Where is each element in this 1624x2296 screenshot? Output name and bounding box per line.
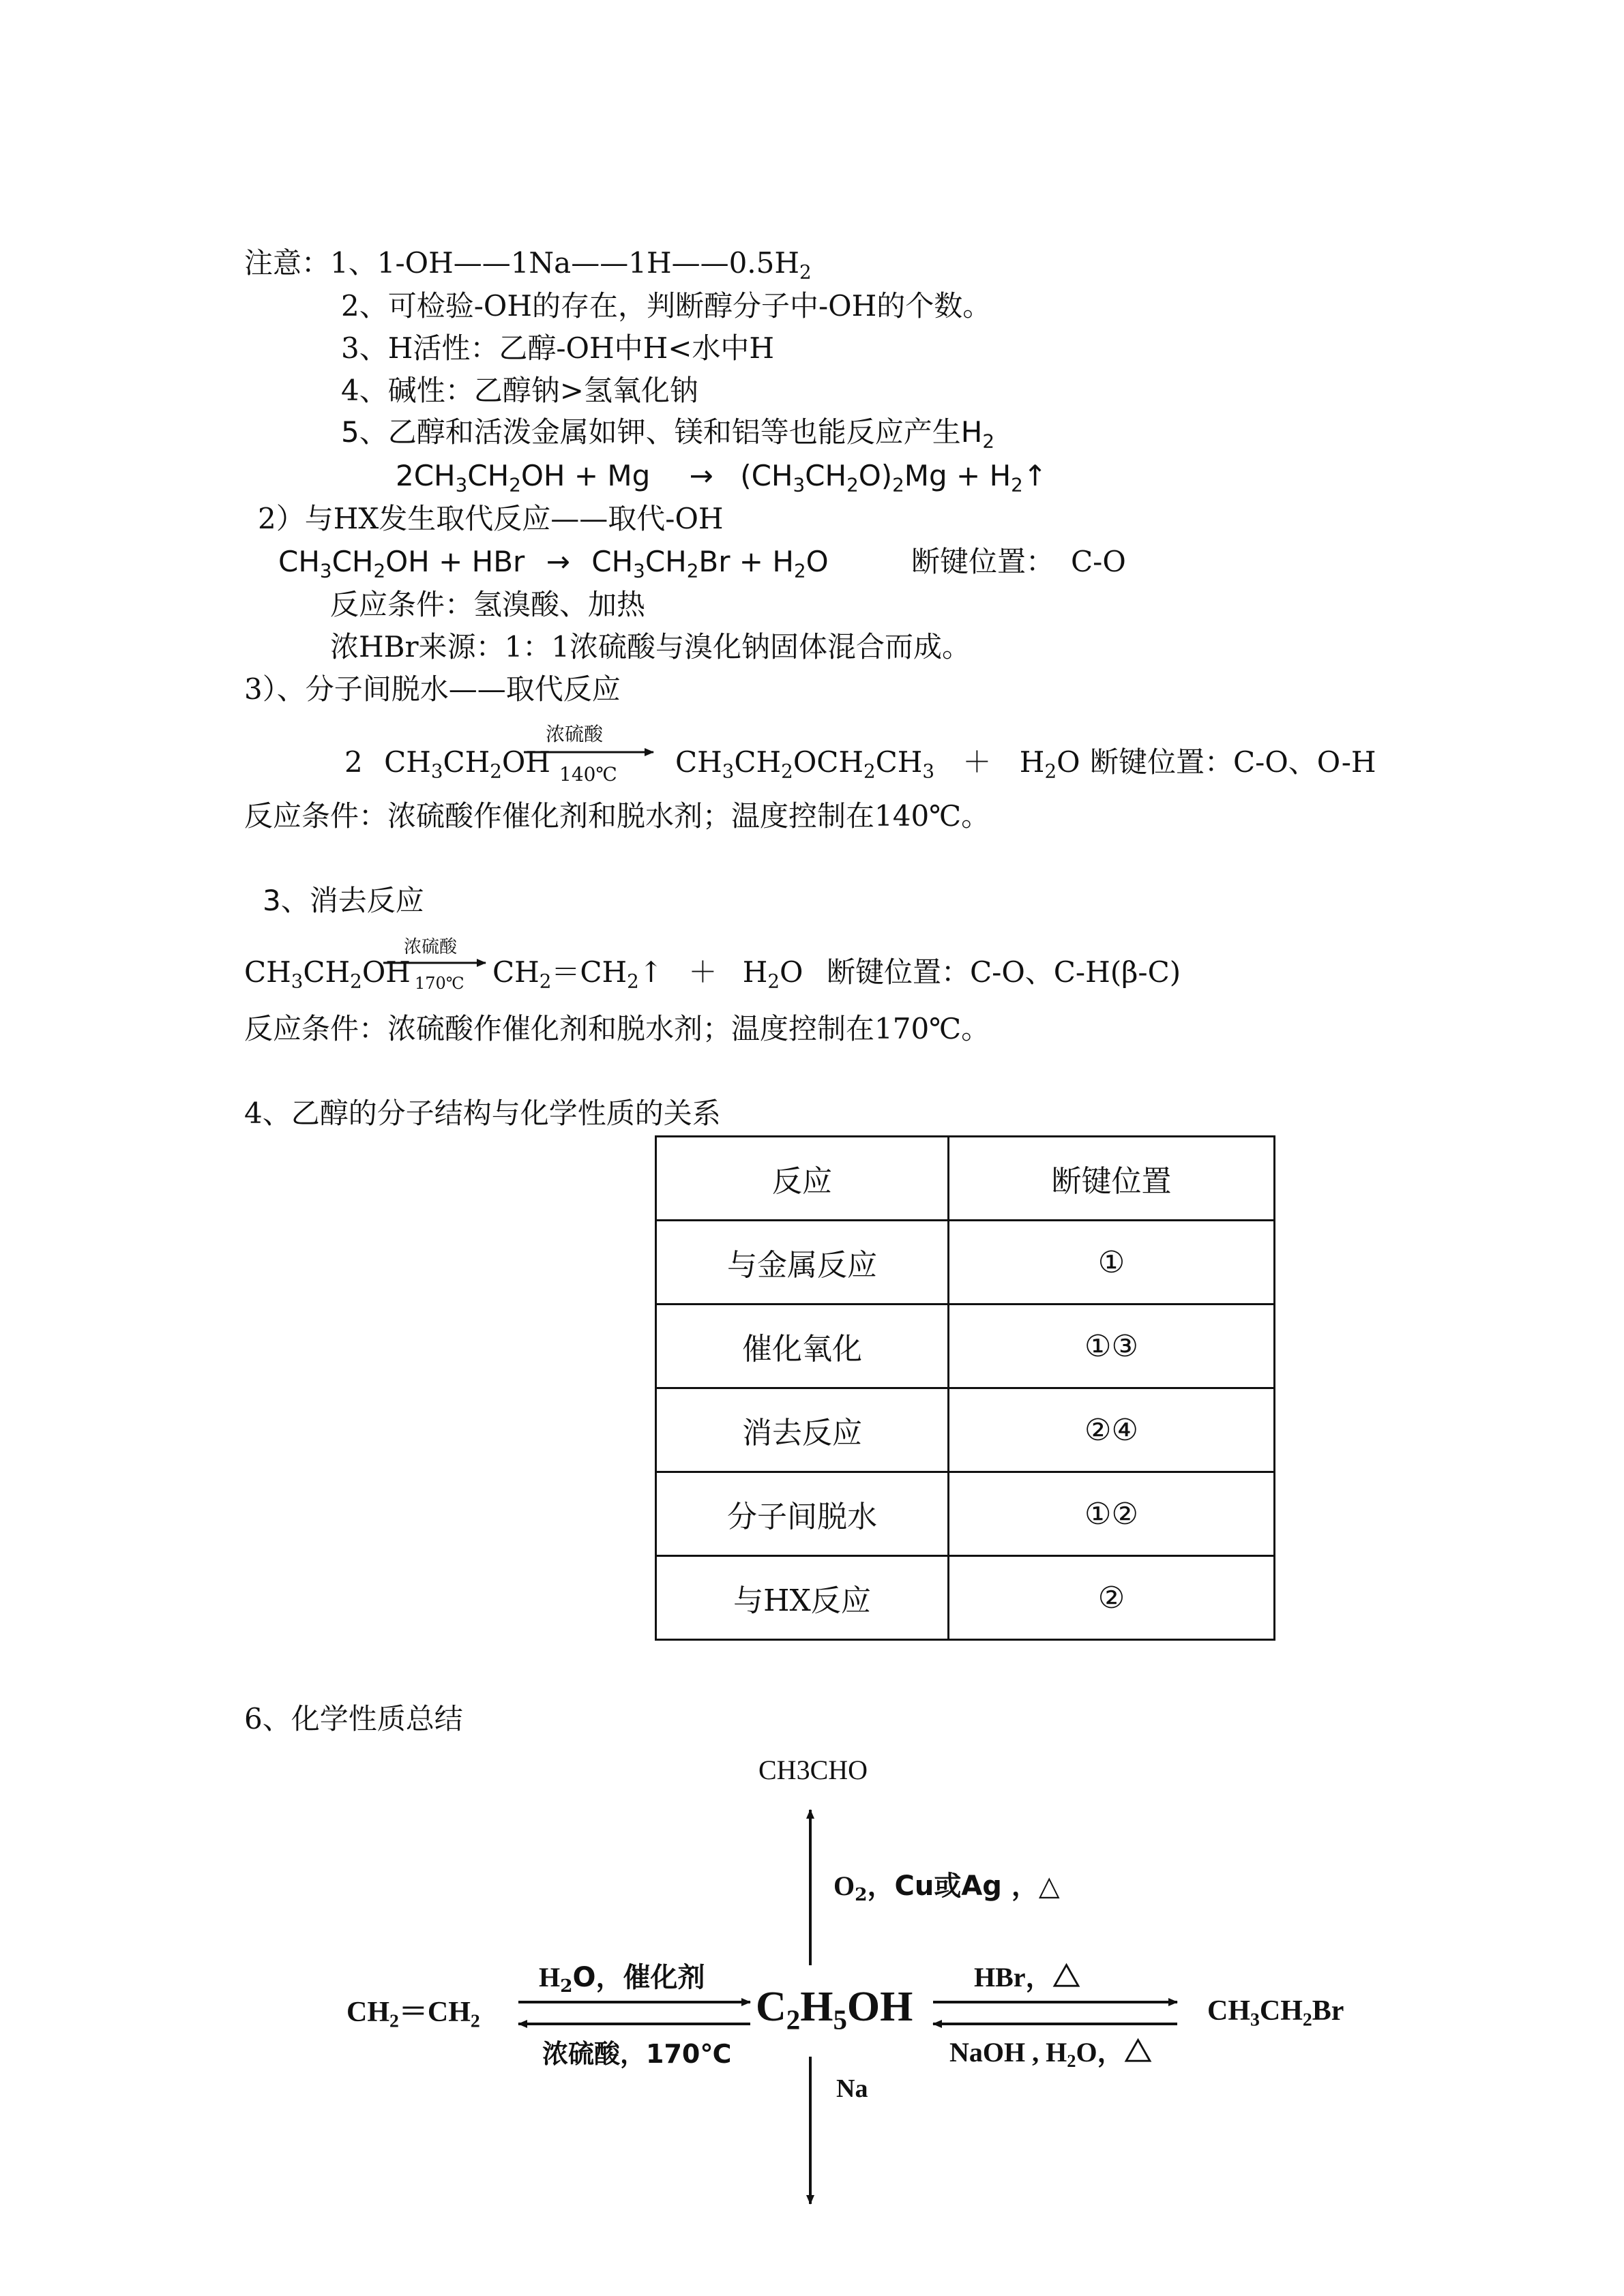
eq-part: Mg + H	[904, 459, 1012, 492]
eq-part: O	[806, 545, 829, 578]
cond-part: ，Cu或Ag ，△	[867, 1870, 1060, 1902]
eq-sub: 2	[350, 970, 362, 993]
relation-heading: 4、乙醇的分子结构与化学性质的关系	[244, 1097, 721, 1130]
center-sub: 2	[786, 2004, 801, 2036]
hx-source: 浓HBr来源：1：1浓硫酸与溴化钠固体混合而成。	[330, 630, 971, 664]
eq-sub: 3	[633, 559, 645, 582]
note-2: 2、可检验-OH的存在，判断醇分子中-OH的个数。	[341, 289, 992, 323]
eq-part: OH + HBr	[385, 545, 525, 578]
left-product	[346, 1997, 480, 2031]
cell-reaction: 催化氧化	[656, 1304, 949, 1388]
eq-sub: 2	[539, 970, 552, 993]
eq-part: CH	[331, 545, 374, 578]
eq-sub: 2	[373, 559, 386, 582]
eq-part: CH	[805, 459, 847, 492]
eq-part: OH + Mg	[520, 459, 651, 492]
note-5-text: 5、乙醇和活泼金属如钾、镁和铝等也能反应产生H	[341, 415, 983, 449]
cell-reaction: 分子间脱水	[656, 1472, 949, 1556]
center-part: H	[800, 1984, 833, 2030]
product-part: CH	[346, 1997, 389, 2028]
hx-condition: 反应条件：氢溴酸、加热	[330, 588, 646, 621]
product-sub: 3	[1250, 2008, 1260, 2030]
eq-part: CH	[443, 745, 490, 779]
note-4: 4、碱性：乙醇钠>氢氧化钠	[341, 374, 698, 407]
eq-sub: 2	[863, 760, 876, 783]
cond-sub: 2	[855, 1883, 868, 1905]
dehydration-bond: 断键位置：C-O、O-H	[1090, 745, 1376, 779]
eq-part: Br + H	[698, 545, 794, 578]
eq-part: CH	[591, 545, 634, 578]
product-sub: 2	[470, 2010, 480, 2031]
cond-part: NaOH , H	[949, 2037, 1067, 2068]
eq-sub: 2	[793, 559, 806, 582]
eq-sub: 3	[319, 559, 332, 582]
bottom-label: Na	[836, 2074, 868, 2103]
center-sub: 5	[833, 2004, 847, 2036]
elimination-arrow-above: 浓硫酸	[404, 937, 458, 957]
dehydration-arrow-below: 140℃	[559, 763, 617, 786]
header-reaction: 反应	[656, 1137, 949, 1221]
eq-part: CH	[303, 955, 351, 989]
eq-sub: 2	[490, 760, 502, 783]
product-part: CH	[1207, 1995, 1250, 2027]
eq-sub: 3	[291, 970, 304, 993]
eq-sub: 2	[1044, 760, 1057, 783]
eq-sub: 2	[846, 473, 859, 496]
top-product: CH3CHO	[758, 1755, 868, 1785]
cell-reaction: 与HX反应	[656, 1556, 949, 1640]
eq-sub: 3	[793, 473, 806, 496]
eq-sub: 2	[627, 970, 639, 993]
plus-sign: ＋	[688, 955, 718, 989]
eq-part: CH	[734, 745, 782, 779]
bond-label: 断键位置：	[911, 545, 1055, 578]
eq-sub: 2	[509, 473, 521, 496]
eq-sub: 2	[1011, 473, 1023, 496]
center-part: C	[756, 1984, 786, 2030]
eq-part: O)	[858, 459, 893, 492]
cell-reaction: 消去反应	[656, 1388, 949, 1472]
cond-part: O，△	[1076, 2037, 1152, 2068]
eq-part: 2CH	[396, 459, 456, 492]
notes-label: 注意：	[244, 246, 331, 280]
cond-part: H	[539, 1962, 561, 1993]
eq-coefficient: 2	[344, 745, 363, 779]
summary-heading: 6、化学性质总结	[244, 1702, 463, 1735]
note-1-subscript: 2	[799, 260, 812, 284]
eq-part: O	[1057, 745, 1080, 779]
cond-part: O	[833, 1870, 855, 1901]
eq-part: OH	[361, 955, 411, 989]
hx-heading: 2）与HX发生取代反应——取代-OH	[258, 502, 724, 535]
left-above-condition	[539, 1962, 705, 1997]
center-part: OH	[846, 1984, 913, 2030]
eq-part: CH	[645, 545, 687, 578]
eq-part: CH	[675, 745, 722, 779]
eq-sub: 3	[455, 473, 468, 496]
product-sub: 2	[389, 2010, 399, 2031]
note-3: 3、H活性：乙醇-OH中H<水中H	[341, 331, 775, 365]
product-sub: 2	[1302, 2008, 1312, 2030]
eq-part: H	[1019, 745, 1045, 779]
reaction-arrow: →	[546, 545, 570, 578]
cell-bond: ②④	[949, 1388, 1275, 1472]
eq-sub: 3	[922, 760, 935, 783]
elimination-bond: 断键位置：C-O、C-H(β-C)	[827, 955, 1181, 989]
bond-value: C-O	[1071, 545, 1126, 578]
cond-sub: 2	[560, 1975, 573, 1997]
gas-arrow: ↑	[638, 955, 664, 989]
dehydration-arrow-above: 浓硫酸	[546, 723, 604, 745]
eq-sub: 2	[781, 760, 793, 783]
dehydration-condition: 反应条件：浓硫酸作催化剂和脱水剂；温度控制在140℃。	[244, 799, 990, 833]
left-below-condition: 浓硫酸，170℃	[542, 2039, 732, 2069]
gas-arrow: ↑	[1022, 459, 1048, 492]
eq-part: ＝CH	[551, 955, 628, 989]
eq-part: H	[742, 955, 768, 989]
right-above-condition: HBr，△	[974, 1962, 1080, 1993]
eq-sub: 3	[722, 760, 735, 783]
cell-reaction: 与金属反应	[656, 1221, 949, 1304]
eq-part: (CH	[740, 459, 793, 492]
eq-sub: 3	[430, 760, 443, 783]
eq-part: CH	[244, 955, 291, 989]
cell-bond: ②	[949, 1556, 1275, 1640]
plus-sign: ＋	[962, 745, 992, 779]
cell-bond: ①③	[949, 1304, 1275, 1388]
dehydration-heading: 3）、分子间脱水——取代反应	[244, 672, 621, 706]
reaction-arrow: →	[689, 459, 713, 492]
center-compound	[756, 1984, 913, 2036]
eq-part: OH	[501, 745, 550, 779]
eq-part: CH	[278, 545, 320, 578]
header-bond: 断键位置	[949, 1137, 1275, 1221]
cell-bond: ①②	[949, 1472, 1275, 1556]
product-part: ＝CH	[398, 1997, 471, 2028]
product-part: CH	[1259, 1995, 1303, 2027]
eq-part: OCH	[793, 745, 864, 779]
eq-part: CH	[492, 955, 540, 989]
note-1: 1、1-OH——1Na——1H——0.5H	[330, 246, 799, 280]
eq-part: CH	[467, 459, 510, 492]
cond-sub: 2	[1067, 2050, 1076, 2071]
product-part: Br	[1312, 1995, 1344, 2027]
eq-part: O	[780, 955, 803, 989]
note-5-subscript: 2	[982, 430, 994, 453]
eq-sub: 2	[892, 473, 904, 496]
eq-part: CH	[875, 745, 923, 779]
elimination-heading: 3、消去反应	[263, 884, 424, 917]
elimination-condition: 反应条件：浓硫酸作催化剂和脱水剂；温度控制在170℃。	[244, 1012, 990, 1045]
right-below-condition	[949, 2037, 1152, 2071]
eq-sub: 2	[767, 970, 780, 993]
right-product	[1207, 1995, 1344, 2030]
elimination-arrow-below: 170℃	[415, 974, 464, 993]
top-condition	[833, 1870, 1060, 1905]
cell-bond: ①	[949, 1221, 1275, 1304]
eq-sub: 2	[686, 559, 699, 582]
cond-part: O，催化剂	[572, 1962, 705, 1993]
eq-part: CH	[384, 745, 431, 779]
